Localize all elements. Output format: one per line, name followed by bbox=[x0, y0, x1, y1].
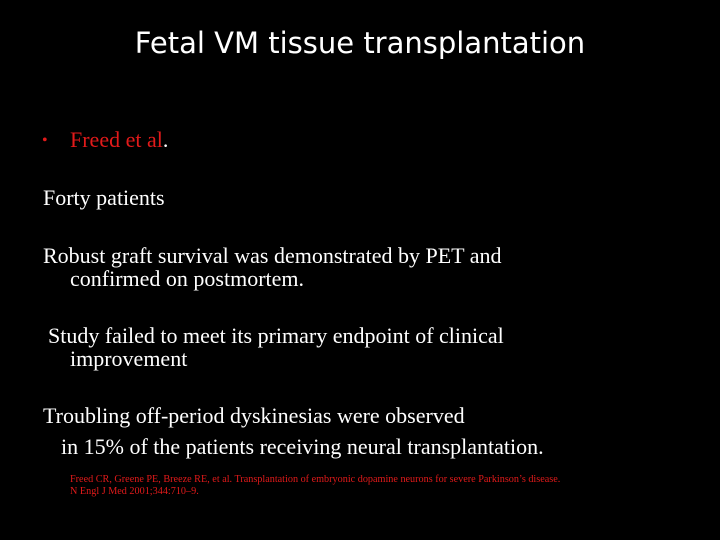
paragraph-line: confirmed on postmortem. bbox=[70, 266, 305, 291]
paragraph-primary-endpoint bbox=[48, 324, 708, 370]
reference-line: N Engl J Med 2001;344:710–9. bbox=[70, 486, 199, 497]
paragraph-line: improvement bbox=[70, 346, 188, 371]
bullet-suffix: . bbox=[162, 127, 169, 152]
paragraph-line: Troubling off-period dyskinesias were observed bbox=[43, 403, 465, 428]
paragraph-line: Robust graft survival was demonstrated by PET and bbox=[43, 243, 502, 268]
slide-title: Fetal VM tissue transplantation bbox=[134, 26, 586, 60]
paragraph-line: in 15% of the patients receiving neural transplantation. bbox=[61, 434, 544, 459]
bullet-marker: • bbox=[42, 132, 48, 149]
paragraph-graft-survival bbox=[43, 244, 703, 290]
paragraph-line: Forty patients bbox=[43, 185, 165, 210]
paragraph-dyskinesias bbox=[43, 404, 703, 458]
paragraph-patients bbox=[43, 186, 703, 209]
paragraph-line: Study failed to meet its primary endpoint of clinical bbox=[48, 323, 504, 348]
bullet-item bbox=[42, 128, 168, 152]
reference-citation bbox=[70, 474, 715, 498]
reference-line: Freed CR, Greene PE, Breeze RE, et al. Transplantation of embryonic dopamine neurons for severe Parkinson’s disease. bbox=[70, 474, 561, 485]
bullet-citation-text: Freed et al bbox=[70, 127, 163, 152]
